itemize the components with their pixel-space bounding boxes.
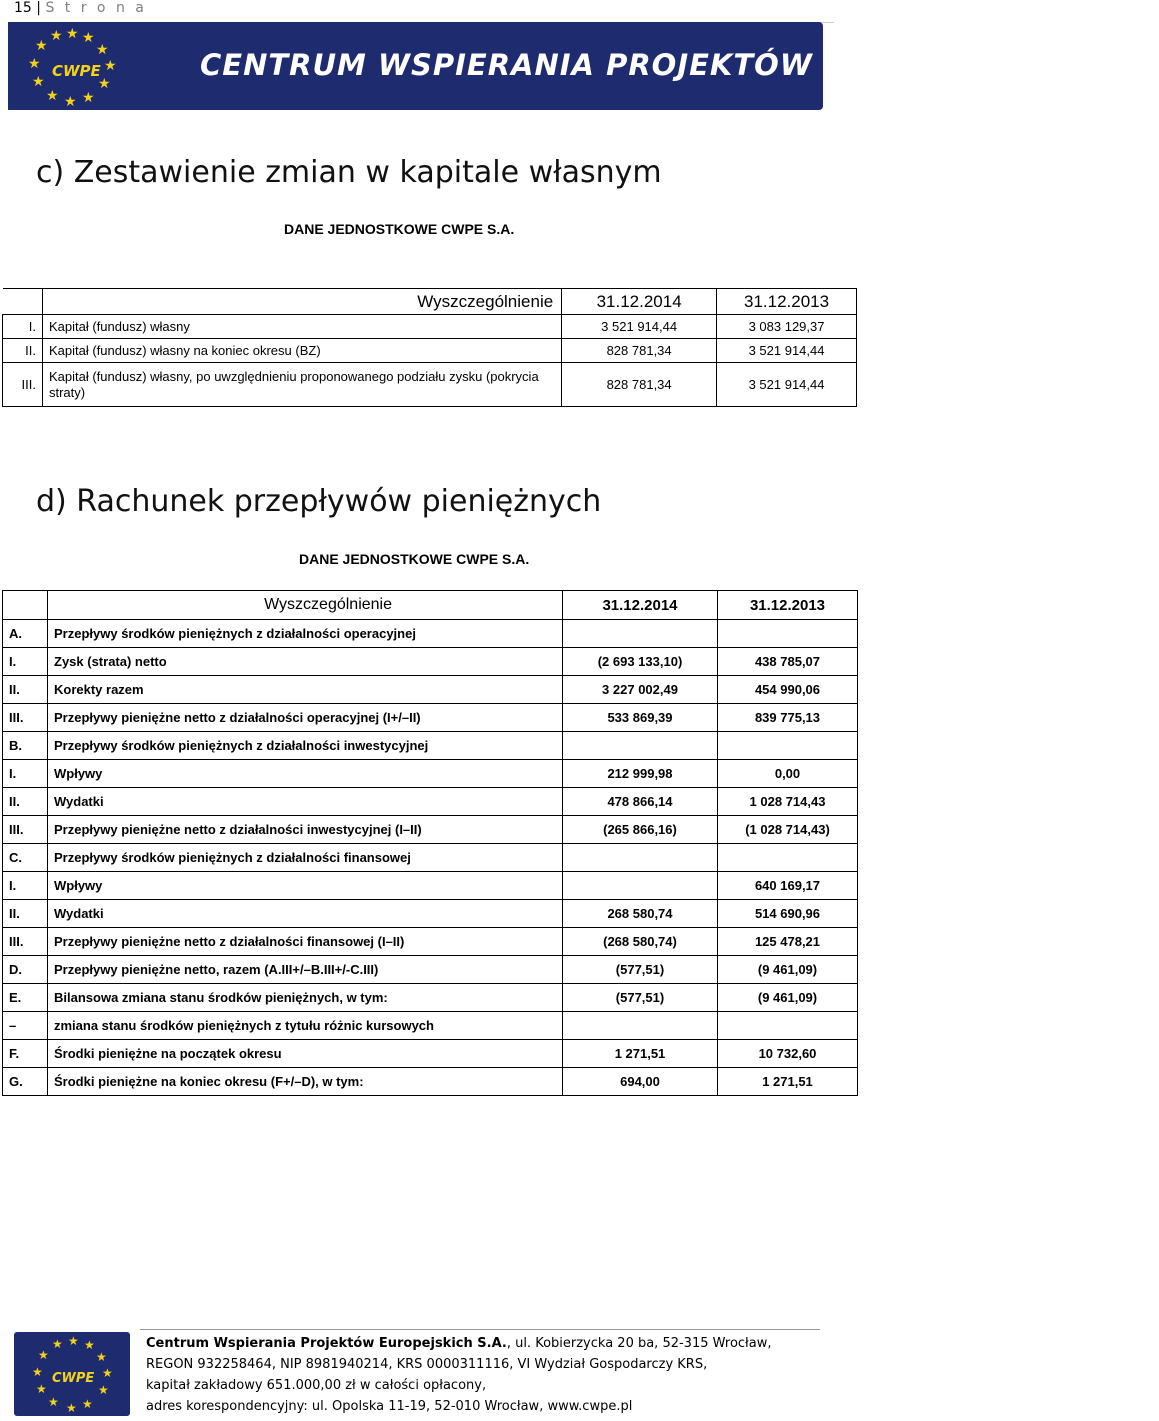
row-value-2014: (2 693 133,10)	[563, 648, 718, 676]
table-row	[3, 788, 858, 816]
svg-text:★: ★	[64, 94, 77, 110]
svg-text:★: ★	[104, 58, 117, 74]
row-number: C.	[3, 844, 48, 872]
header-desc: Wyszczególnienie	[42, 289, 561, 315]
row-value-2013: 839 775,13	[718, 704, 858, 732]
row-value-2014: 828 781,34	[562, 363, 717, 407]
row-desc: Wydatki	[48, 788, 563, 816]
row-value-2014: 212 999,98	[563, 760, 718, 788]
row-desc: Środki pieniężne na początek okresu	[48, 1040, 563, 1068]
table-row	[3, 704, 858, 732]
svg-text:★: ★	[98, 76, 111, 92]
row-number: II.	[3, 339, 43, 363]
row-number: III.	[3, 928, 48, 956]
row-value-2014: 268 580,74	[563, 900, 718, 928]
row-desc: Kapitał (fundusz) własny, po uwzględnieniu proponowanego podziału zysku (pokrycia straty)	[42, 363, 561, 407]
row-number: I.	[3, 872, 48, 900]
table-row	[3, 732, 858, 760]
logo-text: CWPE	[52, 62, 101, 80]
row-number: B.	[3, 732, 48, 760]
section-d-subtitle: DANE JEDNOSTKOWE CWPE S.A.	[299, 551, 530, 567]
table-row	[3, 648, 858, 676]
row-desc: Zysk (strata) netto	[48, 648, 563, 676]
row-number: II.	[3, 900, 48, 928]
svg-text:★: ★	[96, 1350, 107, 1364]
row-number: II.	[3, 676, 48, 704]
eu-stars-logo-icon	[8, 22, 138, 110]
row-value-2014	[563, 620, 718, 648]
row-desc: Przepływy pieniężne netto z działalności operacyjnej (I+/–II)	[48, 704, 563, 732]
row-desc: Przepływy pieniężne netto z działalności finansowej (I–II)	[48, 928, 563, 956]
svg-text:★: ★	[32, 74, 45, 90]
svg-text:★: ★	[98, 1383, 109, 1397]
row-value-2013: (9 461,09)	[718, 956, 858, 984]
row-value-2013: 454 990,06	[718, 676, 858, 704]
row-desc: Wydatki	[48, 900, 563, 928]
row-desc: Bilansowa zmiana stanu środków pieniężnych, w tym:	[48, 984, 563, 1012]
row-value-2014: (268 580,74)	[563, 928, 718, 956]
row-number: A.	[3, 620, 48, 648]
footer-company: Centrum Wspierania Projektów Europejskich S.A.	[146, 1336, 507, 1351]
row-number: E.	[3, 984, 48, 1012]
svg-text:★: ★	[36, 1382, 47, 1396]
footer-logo	[14, 1332, 130, 1416]
svg-text:★: ★	[68, 1334, 79, 1348]
row-value-2013: 514 690,96	[718, 900, 858, 928]
row-number: III.	[3, 363, 43, 407]
row-desc: Przepływy środków pieniężnych z działalności inwestycyjnej	[48, 732, 563, 760]
header-col1: 31.12.2014	[563, 591, 718, 620]
svg-text:★: ★	[32, 1365, 43, 1379]
svg-text:★: ★	[102, 1366, 113, 1380]
row-desc: Korekty razem	[48, 676, 563, 704]
row-value-2014: 478 866,14	[563, 788, 718, 816]
row-value-2013: 10 732,60	[718, 1040, 858, 1068]
svg-text:★: ★	[50, 28, 63, 44]
row-number: G.	[3, 1068, 48, 1096]
row-number: I.	[3, 315, 43, 339]
row-value-2014	[563, 732, 718, 760]
row-value-2013: (9 461,09)	[718, 984, 858, 1012]
row-value-2014: (577,51)	[563, 984, 718, 1012]
table-row	[3, 872, 858, 900]
table-row	[3, 315, 857, 339]
svg-text:★: ★	[82, 90, 95, 106]
row-number: F.	[3, 1040, 48, 1068]
svg-text:★: ★	[82, 30, 95, 46]
section-c-title: c) Zestawienie zmian w kapitale własnym	[36, 155, 662, 190]
row-number: I.	[3, 648, 48, 676]
svg-text:★: ★	[48, 1395, 59, 1409]
svg-text:★: ★	[66, 26, 79, 42]
table-row	[3, 816, 858, 844]
svg-text:★: ★	[35, 38, 48, 54]
table-row	[3, 844, 858, 872]
row-value-2014: 3 521 914,44	[562, 315, 717, 339]
table-row	[3, 620, 858, 648]
table-row	[3, 339, 857, 363]
equity-changes-table	[2, 288, 857, 407]
table-row	[3, 676, 858, 704]
svg-text:★: ★	[28, 56, 41, 72]
table-row	[3, 900, 858, 928]
svg-text:★: ★	[52, 1337, 63, 1351]
cash-flow-table	[2, 590, 858, 1096]
row-value-2013: 3 521 914,44	[717, 339, 857, 363]
row-value-2014: 533 869,39	[563, 704, 718, 732]
svg-text:★: ★	[38, 1348, 49, 1362]
row-desc: Przepływy środków pieniężnych z działalności operacyjnej	[48, 620, 563, 648]
svg-text:★: ★	[66, 1401, 77, 1415]
header-desc: Wyszczególnienie	[48, 591, 563, 620]
company-footer	[146, 1333, 771, 1417]
row-value-2014: 828 781,34	[562, 339, 717, 363]
row-value-2014: (577,51)	[563, 956, 718, 984]
page-label: S t r o n a	[45, 0, 147, 16]
row-desc: Wpływy	[48, 760, 563, 788]
row-value-2014	[563, 1012, 718, 1040]
row-value-2013: 3 521 914,44	[717, 363, 857, 407]
section-c-subtitle: DANE JEDNOSTKOWE CWPE S.A.	[284, 221, 515, 237]
row-value-2013: 0,00	[718, 760, 858, 788]
row-value-2013	[718, 732, 858, 760]
svg-text:★: ★	[46, 88, 59, 104]
table-row	[3, 760, 858, 788]
banner-title: CENTRUM WSPIERANIA PROJEKTÓW EUROPEJSKICH S.A.	[200, 48, 1159, 82]
header-col2: 31.12.2013	[717, 289, 857, 315]
row-value-2014: 1 271,51	[563, 1040, 718, 1068]
row-number: –	[3, 1012, 48, 1040]
footer-rule	[140, 1329, 820, 1330]
section-d-title: d) Rachunek przepływów pieniężnych	[36, 484, 602, 519]
svg-text:★: ★	[96, 42, 109, 58]
table-row	[3, 1012, 858, 1040]
page-number: 15	[14, 0, 32, 16]
table-row	[3, 1040, 858, 1068]
row-value-2014	[563, 872, 718, 900]
row-value-2013: 125 478,21	[718, 928, 858, 956]
row-desc: Przepływy pieniężne netto, razem (A.III+/–B.III+/-C.III)	[48, 956, 563, 984]
cwpe-logo	[8, 22, 138, 110]
svg-text:★: ★	[82, 1397, 93, 1411]
row-desc: Przepływy pieniężne netto z działalności inwestycyjnej (I–II)	[48, 816, 563, 844]
table-row	[3, 363, 857, 407]
footer-logo-text: CWPE	[52, 1371, 95, 1386]
table-row	[3, 956, 858, 984]
row-value-2013	[718, 1012, 858, 1040]
footer-line-3: kapitał zakładowy 651.000,00 zł w całości opłacony,	[146, 1378, 487, 1393]
row-desc: Kapitał (fundusz) własny	[42, 315, 561, 339]
row-value-2014: (265 866,16)	[563, 816, 718, 844]
page-separator: |	[36, 0, 41, 16]
row-number: II.	[3, 788, 48, 816]
row-desc: Środki pieniężne na koniec okresu (F+/–D), w tym:	[48, 1068, 563, 1096]
row-desc: Wpływy	[48, 872, 563, 900]
row-value-2013: 3 083 129,37	[717, 315, 857, 339]
row-value-2014: 3 227 002,49	[563, 676, 718, 704]
footer-address: , ul. Kobierzycka 20 ba, 52-315 Wrocław,	[506, 1336, 772, 1351]
row-desc: Kapitał (fundusz) własny na koniec okresu (BZ)	[42, 339, 561, 363]
row-number: III.	[3, 704, 48, 732]
row-value-2013: 1 028 714,43	[718, 788, 858, 816]
row-number: I.	[3, 760, 48, 788]
row-value-2013: 1 271,51	[718, 1068, 858, 1096]
row-value-2013	[718, 620, 858, 648]
table-header-row	[3, 591, 858, 620]
row-value-2014	[563, 844, 718, 872]
header-col1: 31.12.2014	[562, 289, 717, 315]
row-value-2013: (1 028 714,43)	[718, 816, 858, 844]
row-number: D.	[3, 956, 48, 984]
cash-flow-rows	[3, 620, 858, 1096]
row-value-2013	[718, 844, 858, 872]
table-row	[3, 1068, 858, 1096]
table-row	[3, 928, 858, 956]
row-value-2013: 438 785,07	[718, 648, 858, 676]
header-col2: 31.12.2013	[718, 591, 858, 620]
footer-line-4: adres korespondencyjny: ul. Opolska 11-19, 52-010 Wrocław, www.cwpe.pl	[146, 1399, 633, 1414]
row-desc: zmiana stanu środków pieniężnych z tytułu różnic kursowych	[48, 1012, 563, 1040]
row-value-2014: 694,00	[563, 1068, 718, 1096]
footer-line-1	[146, 1333, 771, 1354]
footer-line-2: REGON 932258464, NIP 8981940214, KRS 0000311116, VI Wydział Gospodarczy KRS,	[146, 1357, 708, 1372]
row-desc: Przepływy środków pieniężnych z działalności finansowej	[48, 844, 563, 872]
table-row	[3, 984, 858, 1012]
page-number-header	[14, 0, 147, 16]
footer-eu-stars-icon	[14, 1332, 130, 1416]
row-number: III.	[3, 816, 48, 844]
svg-text:★: ★	[84, 1338, 95, 1352]
table-header-row	[3, 289, 857, 315]
row-value-2013: 640 169,17	[718, 872, 858, 900]
